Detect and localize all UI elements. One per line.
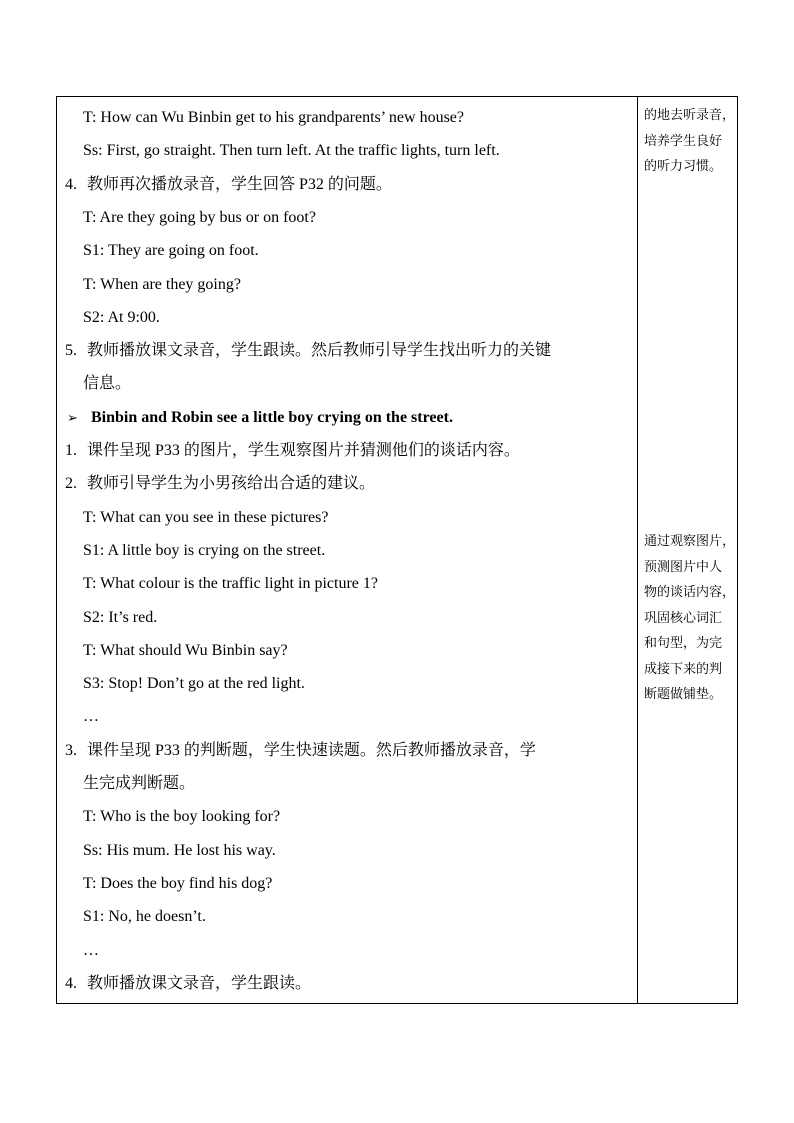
procedure-line [57,407,635,429]
dialogue-line: S1: A little boy is crying on the street. [83,541,326,559]
procedure-line [57,906,635,928]
procedure-line [57,873,635,895]
step-number: 4. [65,974,77,992]
dialogue-line: T: Are they going by bus or on foot? [83,208,316,226]
procedure-line [57,673,635,695]
step-number: 4. [65,175,77,193]
dialogue-line: T: How can Wu Binbin get to his grandparents’ new house? [83,109,464,126]
procedure-line [57,240,635,262]
section-heading: Binbin and Robin see a little boy crying on the street. [91,408,453,426]
procedure-line [57,806,635,828]
purpose-note-line: 和句型，为完 [644,636,723,651]
step-text: 教师引导学生为小男孩给出合适的建议。 [87,475,376,493]
purpose-note-line: 的地去听录音， [644,108,736,123]
procedure-line [57,140,635,162]
step-text: 课件呈现 P33 的判断题，学生快速读题。然后教师播放录音，学 [87,741,536,759]
procedure-line [57,373,635,395]
dialogue-line: T: When are they going? [83,275,241,293]
procedure-line [57,473,635,495]
step-number: 5. [65,342,77,360]
step-number: 2. [65,475,77,493]
procedure-line [57,640,635,662]
dialogue-line: T: What should Wu Binbin say? [83,641,288,659]
procedure-line [57,207,635,229]
procedure-line [57,740,635,762]
dialogue-line: T: Does the boy find his dog? [83,874,273,892]
step-number: 3. [65,741,77,759]
dialogue-line: Ss: His mum. He lost his way. [83,841,276,859]
procedure-line [57,107,635,129]
procedure-line [57,773,635,795]
purpose-note-line: 巩固核心词汇 [644,610,723,626]
procedure-line [57,174,635,196]
dialogue-line: 信息。 [83,375,132,393]
dialogue-line: T: What colour is the traffic light in picture 1? [83,575,378,593]
dialogue-line: S1: They are going on foot. [83,242,259,260]
procedure-line [57,307,635,329]
dialogue-line: S1: No, he doesn’t. [83,908,206,926]
dialogue-line: … [83,708,99,726]
procedure-line [57,973,635,995]
step-text: 教师播放课文录音，学生跟读。 [87,974,312,992]
purpose-note-line: 物的谈话内容， [644,585,736,600]
purpose-note-line: 成接下来的判 [644,661,723,677]
step-text: 课件呈现 P33 的图片，学生观察图片并猜测他们的谈话内容。 [87,442,520,459]
procedure-line [57,274,635,296]
procedure-line [57,573,635,595]
dialogue-line: T: Who is the boy looking for? [83,808,281,826]
procedure-line [57,340,635,362]
purpose-note-line: 预测图片中人 [644,559,723,575]
purpose-note-line: 培养学生良好 [644,133,723,149]
procedure-line [57,840,635,862]
dialogue-line: … [83,941,99,959]
step-text: 教师播放课文录音，学生跟读。然后教师引导学生找出听力的关键 [87,342,552,360]
step-text: 教师再次播放录音，学生回答 P32 的问题。 [87,175,392,193]
procedure-line [57,507,635,529]
dialogue-line: Ss: First, go straight. Then turn left. At the traffic lights, turn left. [83,142,500,160]
step-number: 1. [65,442,77,459]
procedure-line [57,440,635,462]
column-divider [637,97,638,1003]
purpose-note-line: 的听力习惯。 [644,159,723,174]
dialogue-line: S2: It’s red. [83,608,158,626]
procedure-line [57,607,635,629]
purpose-note-line: 通过观察图片， [644,534,736,549]
procedure-line [57,706,635,728]
dialogue-line: T: What can you see in these pictures? [83,508,329,526]
dialogue-line: 生完成判断题。 [83,775,196,792]
procedure-line [57,940,635,962]
lesson-plan-table [56,96,738,1004]
purpose-note-line: 断题做铺垫。 [644,687,723,702]
dialogue-line: S3: Stop! Don’t go at the red light. [83,675,305,693]
arrow-bullet-icon: ➢ [67,409,78,425]
procedure-line [57,540,635,562]
dialogue-line: S2: At 9:00. [83,308,160,326]
